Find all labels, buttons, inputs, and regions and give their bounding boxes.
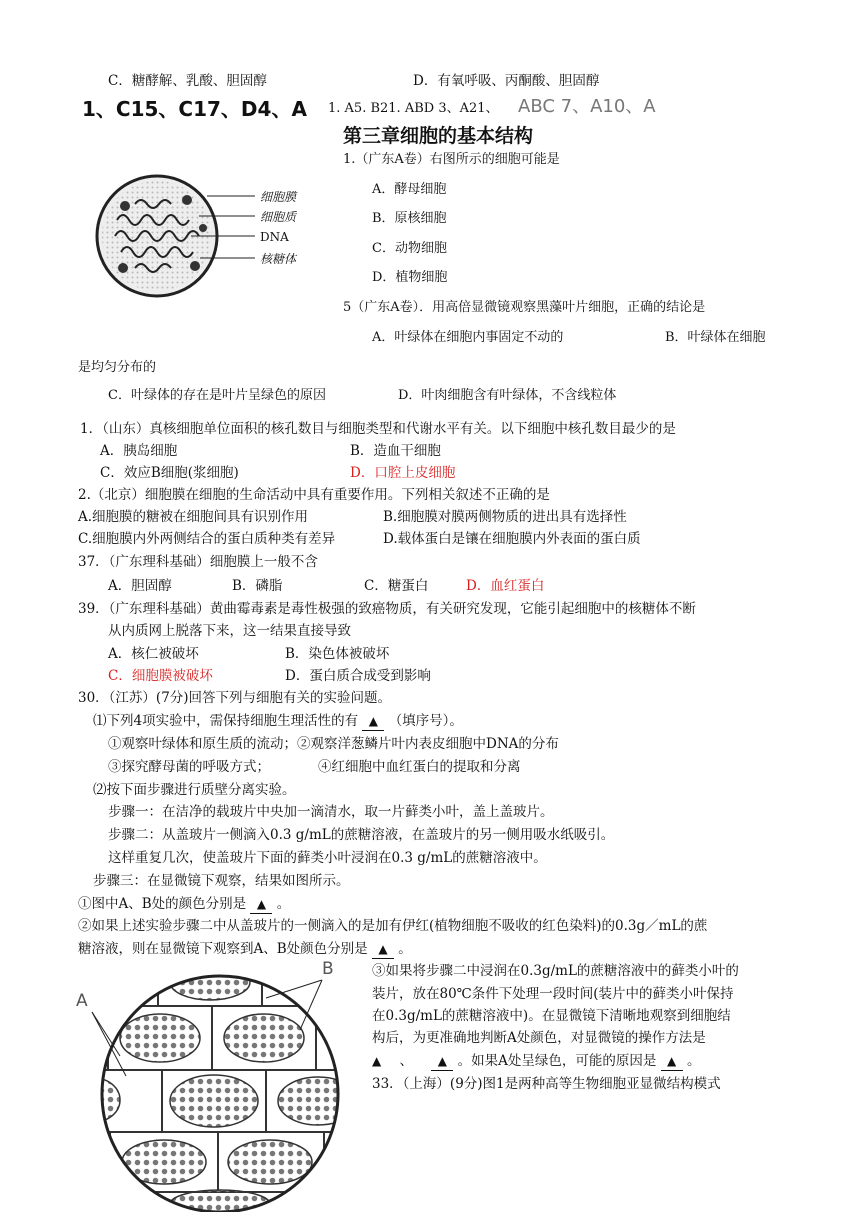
q30-question-a-blank[interactable]: ▲ [250, 895, 272, 914]
q30-part1-suffix: （填序号）。 [388, 713, 463, 729]
q-shandong-d-answer: D．口腔上皮细胞 [350, 465, 456, 481]
q30-question-b-line2 [78, 940, 412, 959]
q37-a: A．胆固醇 [108, 578, 172, 594]
q-shandong-a: A．胰岛细胞 [100, 443, 178, 459]
q33-stem: 33．（上海）(9分)图1是两种高等生物细胞亚显微结构模式 [372, 1076, 721, 1092]
q-beijing-stem: 2.（北京）细胞膜在细胞的生命活动中具有重要作用。下列相关叙述不正确的是 [78, 487, 550, 503]
q30-question-c-line2: 装片，放在80℃条件下处理一段时间(装片中的藓类小叶保持 [372, 986, 734, 1002]
q5-option-c: C．叶绿体的存在是叶片呈绿色的原因 [108, 388, 326, 403]
q30-question-a-text: ①图中A、B处的颜色分别是 [78, 896, 247, 912]
q1-option-b: B．原核细胞 [372, 211, 447, 226]
answer-key-small: 1. A5. B21. ABD 3、A21、 [328, 101, 499, 116]
q30-step2-cont: 这样重复几次，使盖玻片下面的藓类小叶浸润在0.3 g/mL的蔗糖溶液中。 [108, 850, 547, 866]
q-beijing-d: D.载体蛋白是镶在细胞膜内外表面的蛋白质 [383, 531, 641, 547]
q1-option-c: C．动物细胞 [372, 241, 447, 256]
q39-d: D．蛋白质合成受到影响 [285, 668, 431, 684]
q30-items-1-2: ①观察叶绿体和原生质的流动；②观察洋葱鳞片叶内表皮细胞中DNA的分布 [108, 736, 559, 752]
q1-stem: 1.（广东A卷）右图所示的细胞可能是 [343, 152, 560, 167]
q39-a: A．核仁被破坏 [108, 646, 199, 662]
q30-question-c-text: 。如果A处呈绿色，可能的原因是 [457, 1053, 657, 1069]
figure2-label-a: A [76, 991, 88, 1011]
q30-question-b-blank[interactable]: ▲ [372, 940, 394, 959]
q30-question-a [78, 895, 290, 914]
q-beijing-c: C.细胞膜内外两侧结合的蛋白质种类有差异 [78, 531, 336, 547]
q30-question-c-blank3[interactable]: ▲ [661, 1052, 683, 1071]
option-c-prev: C．糖酵解、乳酸、胆固醇 [108, 73, 267, 89]
q39-c-answer: C．细胞膜被破坏 [108, 668, 213, 684]
answer-key-bold: 1、C15、C17、D4、A [82, 97, 307, 121]
q30-item-4: ④红细胞中血红蛋白的提取和分离 [318, 759, 521, 775]
option-d-prev: D．有氧呼吸、丙酮酸、胆固醇 [413, 73, 600, 89]
q37-b: B．磷脂 [232, 578, 283, 594]
q30-step3: 步骤三：在显微镜下观察，结果如图所示。 [93, 873, 350, 889]
q30-question-a-dot: 。 [276, 896, 291, 912]
q37-d-answer: D．血红蛋白 [466, 578, 545, 594]
q30-question-c-blank1[interactable]: ▲ [372, 1054, 382, 1068]
q30-question-b-line1: ②如果上述实验步骤二中从盖玻片的一侧滴入的是加有伊红(植物细胞不吸收的红色染料)的0.3g／mL的蔗 [78, 918, 708, 934]
q5-option-d: D．叶肉细胞含有叶绿体，不含线粒体 [398, 388, 617, 403]
q30-part1 [93, 712, 463, 731]
q30-part2: ⑵按下面步骤进行质壁分离实验。 [93, 782, 296, 798]
q30-step2: 步骤二：从盖玻片一侧滴入0.3 g/mL的蔗糖溶液，在盖玻片的另一侧用吸水纸吸引。 [108, 827, 615, 843]
q30-question-c-line5 [372, 1052, 700, 1071]
answer-key-gray: ABC 7、A10、A [518, 96, 656, 117]
chapter-title: 第三章细胞的基本结构 [343, 125, 534, 147]
figure2-label-b: B [322, 959, 334, 979]
q-shandong-stem: 1．（山东）真核细胞单位面积的核孔数目与细胞类型和代谢水平有关。以下细胞中核孔数目最少的是 [80, 421, 676, 437]
q37-stem: 37．（广东理科基础）细胞膜上一般不含 [78, 554, 318, 570]
q-shandong-c: C．效应B细胞(浆细胞) [100, 465, 239, 481]
figure1-label-cytoplasm: 细胞质 [260, 210, 297, 224]
q30-question-c-sep: 、 [399, 1053, 414, 1069]
q-beijing-b: B.细胞膜对膜两侧物质的进出具有选择性 [383, 509, 627, 525]
q37-c: C．糖蛋白 [364, 578, 429, 594]
q30-item-3: ③探究酵母菌的呼吸方式； [108, 759, 270, 775]
q30-question-c-line1: ③如果将步骤二中浸润在0.3g/mL的蔗糖溶液中的藓类小叶的 [372, 963, 739, 979]
q30-question-b-dot: 。 [398, 941, 412, 957]
q-beijing-a: A.细胞膜的糖被在细胞间具有识别作用 [78, 509, 309, 525]
q1-option-a: A．酵母细胞 [372, 182, 447, 197]
q5-option-a: A．叶绿体在细胞内事固定不动的 [372, 330, 564, 345]
q39-stem-cont: 从内质网上脱落下来，这一结果直接导致 [108, 623, 351, 639]
q30-part1-blank[interactable]: ▲ [362, 712, 384, 731]
q30-question-b-text: 糖溶液，则在显微镜下观察到A、B处颜色分别是 [78, 941, 368, 957]
q5-stem: 5（广东A卷）．用高倍显微镜观察黑藻叶片细胞，正确的结论是 [343, 300, 706, 315]
q30-question-c-blank2[interactable]: ▲ [431, 1052, 453, 1071]
q30-question-c-line4: 构后，为更准确地判断A处颜色，对显微镜的操作方法是 [372, 1030, 706, 1046]
figure-plasmolysis-cells [70, 960, 370, 1212]
figure-bacterial-cell [95, 170, 335, 300]
figure1-label-ribosome: 核糖体 [260, 252, 297, 266]
figure1-label-dna: DNA [260, 230, 289, 244]
figure1-label-membrane: 细胞膜 [260, 190, 297, 204]
q30-step1: 步骤一：在洁净的载玻片中央加一滴清水，取一片藓类小叶，盖上盖玻片。 [108, 804, 554, 820]
q39-stem: 39．（广东理科基础）黄曲霉毒素是毒性极强的致癌物质，有关研究发现，它能引起细胞中的核糖体不断 [78, 601, 696, 617]
q1-option-d: D．植物细胞 [372, 270, 448, 285]
q30-stem: 30．（江苏）(7分)回答下列与细胞有关的实验问题。 [78, 690, 392, 706]
q-shandong-b: B．造血干细胞 [350, 443, 441, 459]
q39-b: B．染色体被破坏 [285, 646, 390, 662]
q30-part1-text: ⑴下列4项实验中，需保持细胞生理活性的有 [93, 713, 359, 729]
q5-option-b: B．叶绿体在细胞 [665, 330, 766, 345]
q30-question-c-dot: 。 [686, 1053, 701, 1069]
q5-option-b-cont: 是均匀分布的 [78, 360, 157, 375]
q30-question-c-line3: 在0.3g/mL的蔗糖溶液中)。在显微镜下清晰地观察到细胞结 [372, 1008, 731, 1024]
